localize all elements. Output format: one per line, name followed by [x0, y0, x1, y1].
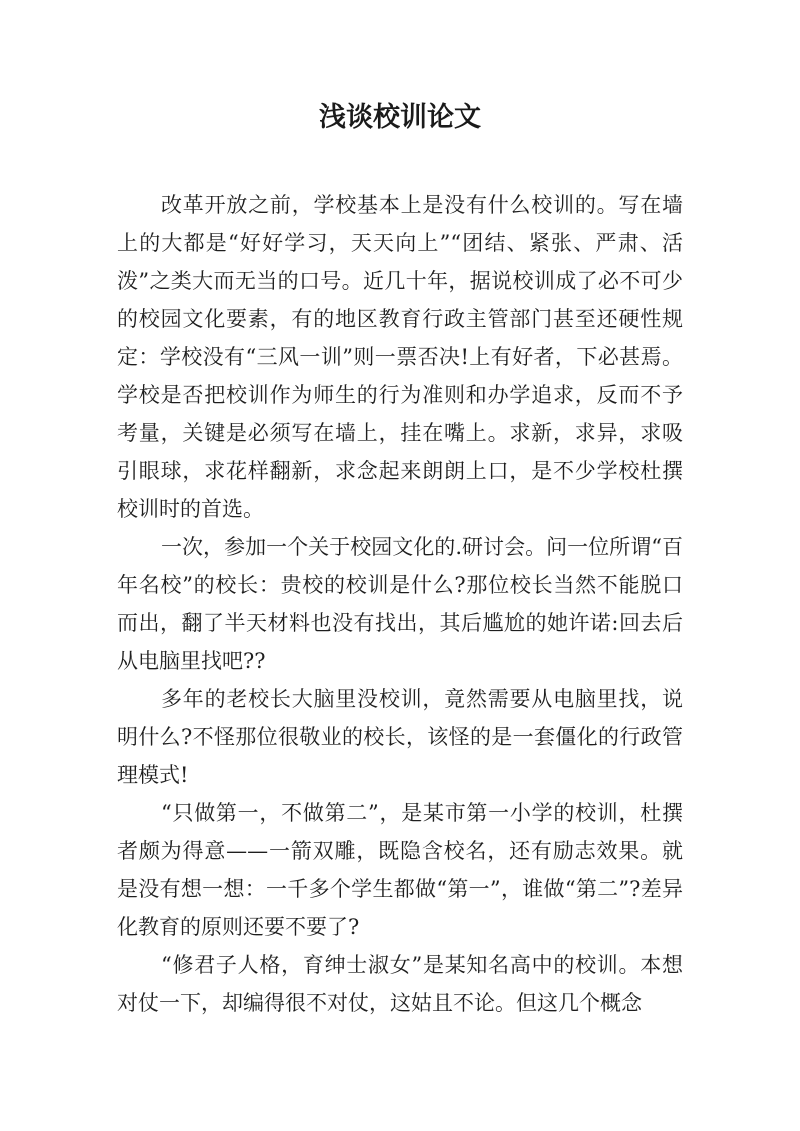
paragraph: “只做第一，不做第二”，是某市第一小学的校训，杜撰者颇为得意——一箭双雕，既隐含校名，还有励志效果。就是没有想一想：一千多个学生都做“第一”，谁做“第二”?差异化教育的原则还要不要了?: [117, 801, 683, 939]
paragraph: “修君子人格，育绅士淑女”是某知名高中的校训。本想对仗一下，却编得很不对仗，这姑且不论。但这几个概念: [117, 953, 683, 1015]
paragraph: 改革开放之前，学校基本上是没有什么校训的。写在墙上的大都是“好好学习，天天向上”“团结、紧张、严肃、活泼”之类大而无当的口号。近几十年，据说校训成了必不可少的校园文化要素，有的地区教育行政主管部门甚至还硬性规定：学校没有“三风一训”则一票否决!上有好者，下必甚焉。学校是否把校训作为师生的行为准则和办学追求，反而不予考量，关键是必须写在墙上，挂在嘴上。求新，求异，求吸引眼球，求花样翻新，求念起来朗朗上口，是不少学校杜撰校训时的首选。: [117, 193, 683, 521]
paragraph: 一次，参加一个关于校园文化的.研讨会。问一位所谓“百年名校”的校长：贵校的校训是什么?那位校长当然不能脱口而出，翻了半天材料也没有找出，其后尴尬的她许诺:回去后从电脑里找吧??: [117, 535, 683, 673]
paragraph: 多年的老校长大脑里没校训，竟然需要从电脑里找，说明什么?不怪那位很敬业的校长，该怪的是一套僵化的行政管理模式!: [117, 687, 683, 787]
document-title: 浅谈校训论文: [319, 102, 481, 133]
document-body: [117, 186, 683, 1022]
